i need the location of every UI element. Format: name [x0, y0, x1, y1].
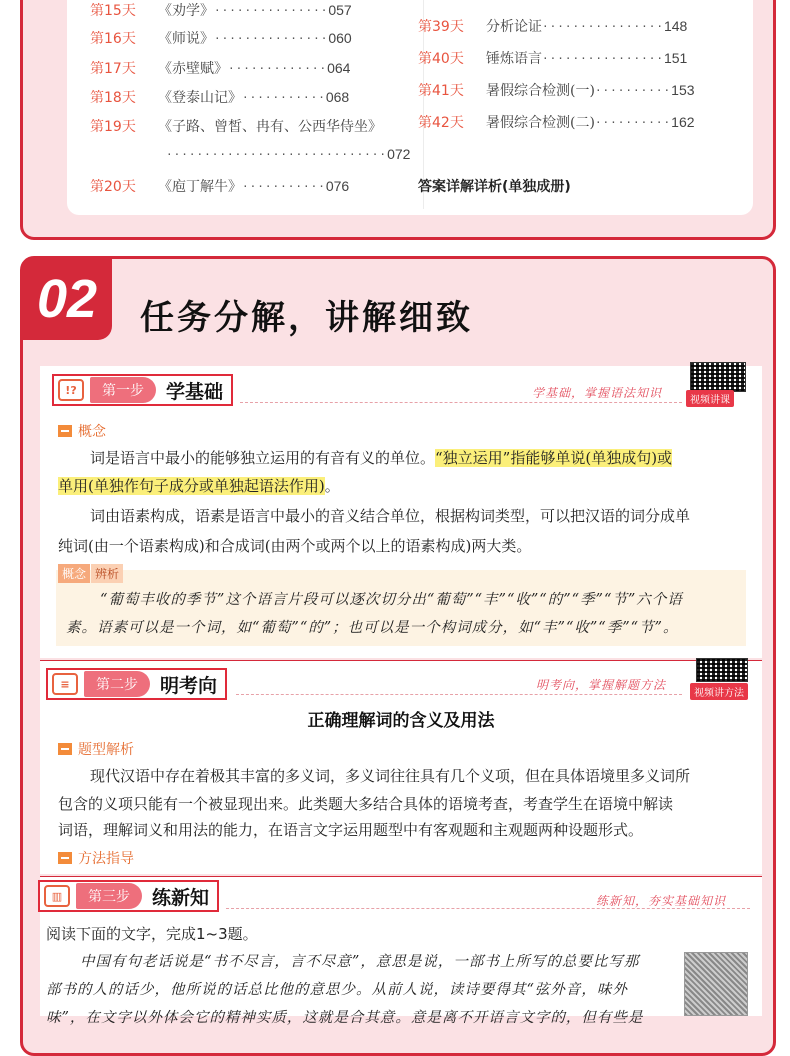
step2-badge [46, 668, 227, 700]
toc-item[interactable]: 第42天 暑假综合检测(二) ·········· 162 [418, 114, 695, 131]
qr-code-icon[interactable] [684, 952, 748, 1016]
minus-square-icon [58, 852, 72, 864]
toc-item[interactable]: 第15天 《劝学》 ··············· 057 [90, 2, 352, 19]
divider [236, 694, 682, 695]
concept-line: 词是语言中最小的能够独立运用的有音有义的单位。“独立运用”指能够单说(单独成句)或 [90, 449, 673, 467]
step1-pill: 第一步 [90, 377, 156, 403]
section-number: 02 [22, 258, 112, 340]
step3-name: 练新知 [152, 886, 210, 909]
step1-badge [52, 374, 233, 406]
qr-code-icon[interactable] [696, 658, 748, 682]
book-icon: ▥ [44, 885, 70, 907]
toc-item[interactable]: 第20天 《庖丁解牛》 ··········· 076 [90, 178, 350, 195]
analysis-paragraph-line: 词语，理解词义和用法的能力，在语言文字运用题型中有客观题和主观题两种设题形式。 [58, 821, 644, 839]
highlight: “独立运用”指能够单说(单独成句)或 [435, 449, 673, 467]
step1-tip: 学基础，掌握语法知识 [532, 386, 663, 400]
concept-line: 单用(单独作句子成分或单独起语法作用)。 [58, 477, 340, 495]
toc-item[interactable]: 第18天 《登泰山记》 ··········· 068 [90, 89, 350, 106]
step2-name: 明考向 [160, 674, 218, 697]
topic-heading: 正确理解词的含义及用法 [307, 711, 495, 731]
toc-item[interactable]: 第16天 《师说》 ··············· 060 [90, 30, 352, 47]
section-title: 任务分解，讲解细致 [140, 298, 473, 338]
video-method-label[interactable]: 视频讲方法 [690, 683, 748, 700]
reading-line: 味”，在文字以外体会它的精神实质，这就是合其意。意是离不开语言文字的，但有些是 [46, 1010, 644, 1026]
reading-line: 中国有句老话说是“书不尽言，言不尽意”，意思是说，一部书上所写的总要比写那 [80, 954, 640, 970]
concept-line: 纯词(由一个语素构成)和合成词(由两个或两个以上的语素构成)两大类。 [58, 537, 532, 555]
step3-pill: 第三步 [76, 883, 142, 909]
analysis-paragraph-line: 现代汉语中存在着极其丰富的多义词，多义词往往具有几个义项，但在具体语境里多义词所 [90, 767, 691, 785]
concept-analysis-tag: 概念 辨析 [58, 564, 123, 583]
method-guide-subhead: 方法指导 [58, 848, 134, 868]
step2-tip: 明考向，掌握解题方法 [536, 678, 667, 692]
toc-item[interactable]: 第41天 暑假综合检测(一) ·········· 153 [418, 82, 695, 99]
analysis-line: 素。语素可以是一个词，如“葡萄”“的”；也可以是一个构词成分，如“丰”“收”“季”“节”。 [66, 620, 679, 636]
minus-square-icon [58, 743, 72, 755]
toc-item[interactable]: 第17天 《赤壁赋》 ············· 064 [90, 60, 351, 77]
question-type-subhead: 题型解析 [58, 739, 134, 759]
step3-badge [38, 880, 219, 912]
analysis-paragraph-line: 包含的义项只能有一个被显现出来。此类题大多结合具体的语境考查，考查学生在语境中解读 [58, 795, 674, 813]
toc-item[interactable]: 第40天 锤炼语言 ················ 151 [418, 50, 688, 67]
toc-item[interactable]: 第39天 分析论证 ················ 148 [418, 18, 688, 35]
document-icon: ≡ [52, 673, 78, 695]
toc-item-continuation: ····························· 072 [166, 146, 411, 162]
step2-pill: 第二步 [84, 671, 150, 697]
divider [240, 402, 682, 403]
minus-square-icon [58, 425, 72, 437]
answer-note: 答案详解详析(单独成册) [418, 179, 571, 195]
highlight: 单用(单独作句子成分或单独起语法作用) [58, 477, 325, 495]
concept-line: 词由语素构成，语素是语言中最小的音义结合单位，根据构词类型，可以把汉语的词分成单 [90, 507, 691, 525]
exercise-instruction: 阅读下面的文字，完成1~3题。 [46, 925, 258, 943]
analysis-line: “葡萄丰收的季节”这个语言片段可以逐次切分出“葡萄”“丰”“收”“的”“季”“节”六个语 [100, 592, 683, 608]
question-icon: !? [58, 379, 84, 401]
reading-line: 部书的人的话少，他所说的话总比他的意思少。从前人说，读诗要得其“弦外音，味外 [46, 982, 628, 998]
toc-item[interactable]: 第19天 《子路、曾皙、冉有、公西华侍坐》 [90, 119, 382, 135]
qr-code-icon[interactable] [690, 362, 746, 392]
step3-tip: 练新知，夯实基础知识 [596, 894, 727, 908]
step1-name: 学基础 [166, 380, 224, 403]
concept-subhead: 概念 [58, 421, 106, 441]
video-lesson-label[interactable]: 视频讲课 [686, 390, 734, 407]
